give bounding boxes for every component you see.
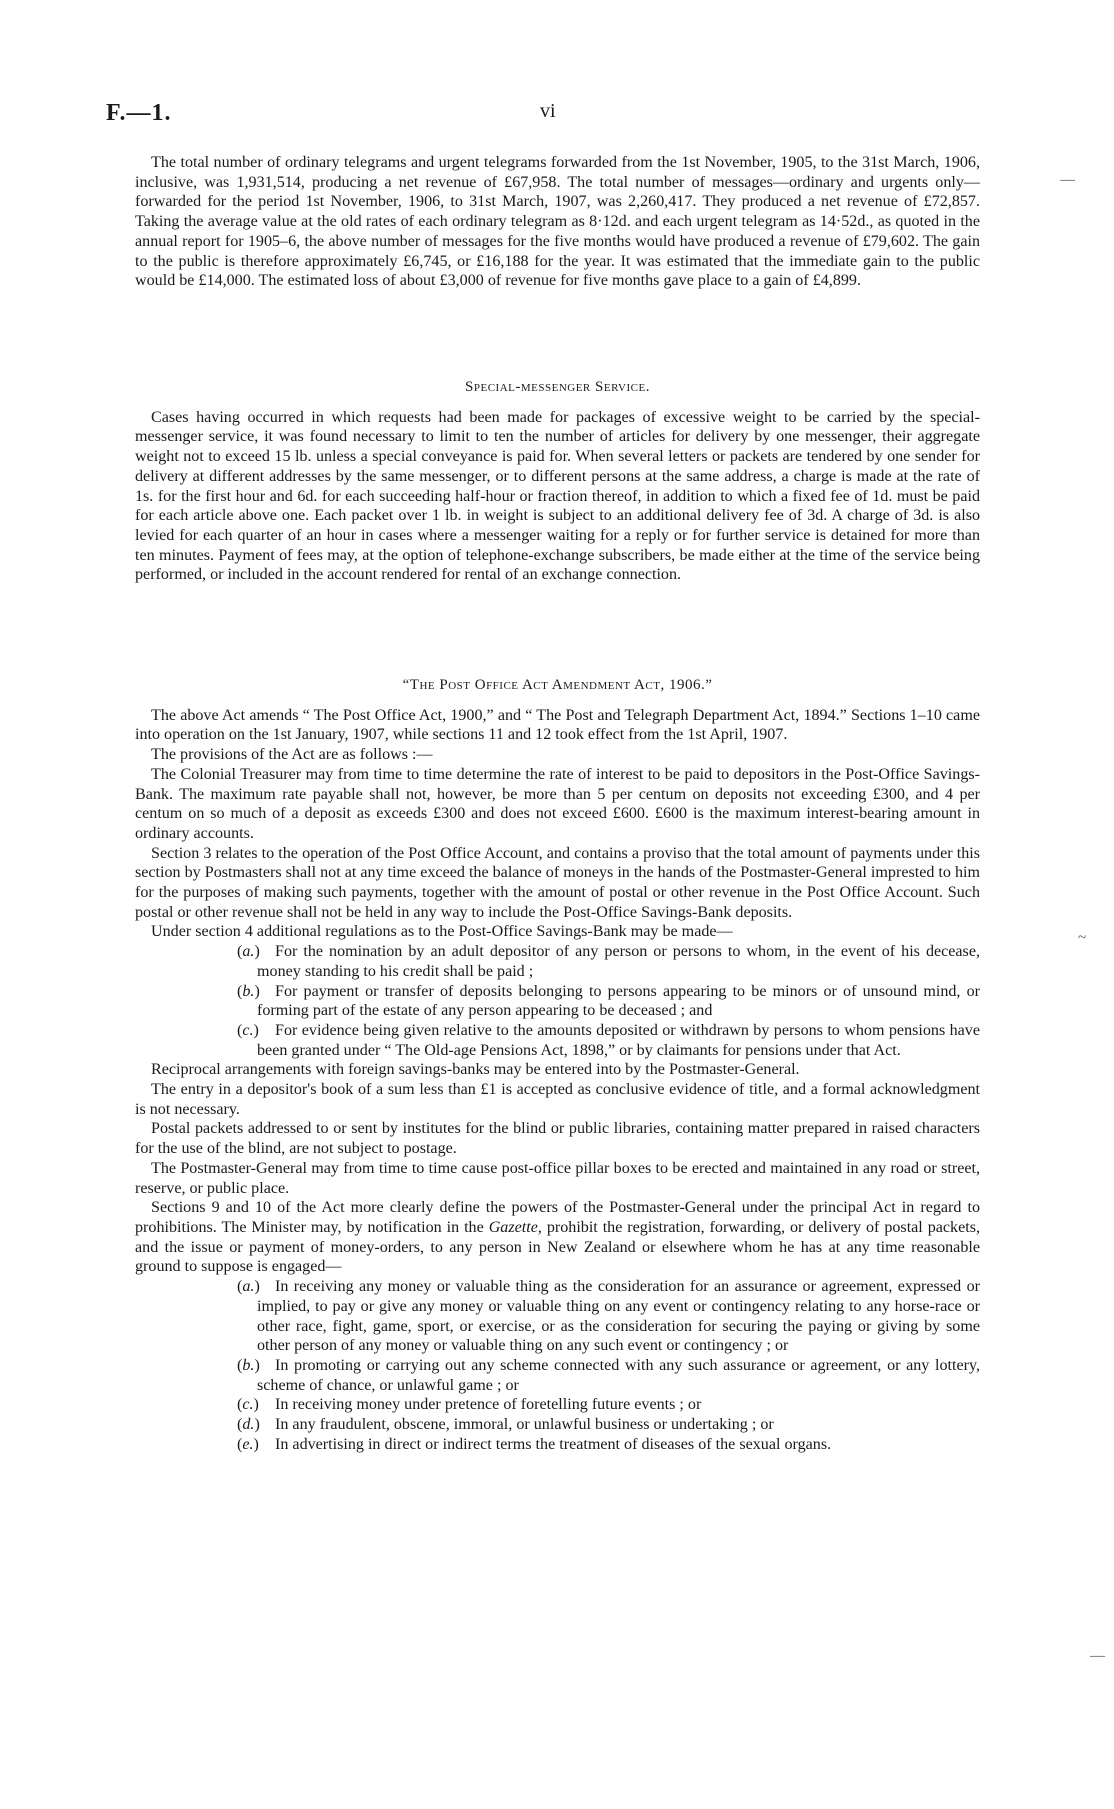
page-number: vi: [540, 100, 556, 122]
act-reciprocal-paragraph: Reciprocal arrangements with foreign savings-banks may be entered into by the Postmaster-General.: [151, 1061, 800, 1079]
list-item: (a.) For the nomination by an adult depositor of any person or persons to whom, in the event of his decease, money standing to his credit shall be paid ;: [237, 943, 980, 980]
list-item-label: c.: [242, 1021, 254, 1039]
list-item-text: For evidence being given relative to the amounts deposited or withdrawn by persons to whom pensions have been granted under “ The Old-age Pensions Act, 1898,” or by claimants for pensions under that Act.: [257, 1021, 980, 1059]
special-messenger-paragraph: Cases having occurred in which requests had been made for packages of excessive weight to be carried by the special-messenger service, it was found necessary to limit to ten the number of articles for delivery by one messenger, their aggregate weight not to exceed 15 lb. unless a special conveyance is paid for. When several letters or packets are tendered by one sender for delivery at different addresses by the same messenger, or to different persons at the same address, a charge is made at the rate of 1s. for the first hour and 6d. for each succeeding half-hour or fraction thereof, in addition to which a fixed fee of 1d. must be paid for each article above one. Each packet over 1 lb. in weight is subject to an additional delivery fee of 3d. A charge of 3d. is also levied for each quarter of an hour in cases where a messenger waiting for a reply or for further service is detained for more than ten minutes. Payment of fees may, at the option of telephone-exchange subscribers, be made either at the time of the service being performed, or included in the account rendered for rental of an exchange connection.: [135, 408, 980, 584]
prohibitions-list: [135, 1277, 980, 1454]
act-section4-intro: Under section 4 additional regulations as to the Post-Office Savings-Bank may be made—: [151, 923, 733, 941]
list-item-label: b.: [242, 982, 255, 1000]
act-interest-paragraph: The Colonial Treasurer may from time to time determine the rate of interest to be paid to depositors in the Post-Office Savings-Bank. The maximum rate payable shall not, however, be more than 5 per centum on deposits not exceeding £300, and 4 per centum on so much of a deposit as exceeds £300 and does not exceed £600. £600 is the maximum interest-bearing amount in ordinary accounts.: [135, 765, 980, 842]
act-provisions-intro: The provisions of the Act are as follows :—: [151, 746, 433, 764]
list-item-text: In promoting or carrying out any scheme connected with any such assurance or agreement, or any lottery, scheme of chance, or unlawful game ; or: [257, 1356, 980, 1394]
act-blind-paragraph: Postal packets addressed to or sent by institutes for the blind or public libraries, containing matter prepared in raised characters for the use of the blind, are not subject to postage.: [135, 1120, 980, 1158]
list-item: (e.) In advertising in direct or indirect terms the treatment of diseases of the sexual organs.: [237, 1435, 832, 1453]
act-sections9-10-paragraph: Sections 9 and 10 of the Act more clearly define the powers of the Postmaster-General under the principal Act in regard to prohibitions. The Minister may, by notification in the Gazette, prohibit the registration, forwarding, or delivery of postal packets, and the issue or payment of money-orders, to any person in New Zealand or elsewhere whom he has at any time reasonable ground to suppose is engaged—: [135, 1199, 980, 1276]
act-section3-paragraph: Section 3 relates to the operation of the Post Office Account, and contains a proviso that the total amount of payments under this section by Postmasters shall not at any time exceed the balance of moneys in the hands of the Postmaster-General imprested to him for the purposes of making such payments, together with the amount of postal or other revenue in the Post Office Account. Such postal or other revenue shall not be held in any way to include the Post-Office Savings-Bank deposits.: [135, 844, 980, 921]
act-heading: “The Post Office Act Amendment Act, 1906.”: [402, 677, 713, 693]
act-intro: The above Act amends “ The Post Office Act, 1900,” and “ The Post and Telegraph Department Act, 1894.” Sections 1–10 came into operation on the 1st January, 1907, while sections 11 and 12 took effect from the 1st April, 1907.: [135, 706, 980, 744]
list-item-label: b.: [242, 1356, 255, 1374]
telegrams-section: [135, 153, 980, 291]
special-messenger-heading: Special-messenger Service.: [465, 379, 650, 395]
act-pillar-paragraph: The Postmaster-General may from time to time cause post-office pillar boxes to be erected and maintained in any road or street, reserve, or public place.: [135, 1159, 980, 1197]
list-item-label: d.: [242, 1416, 255, 1434]
margin-mark: —: [1060, 172, 1075, 188]
list-item: (c.) In receiving money under pretence of foretelling future events ; or: [237, 1396, 702, 1414]
list-item-text: For the nomination by an adult depositor of any person or persons to whom, in the event of his decease, money standing to his credit shall be paid ;: [257, 943, 980, 980]
list-item: (a.) In receiving any money or valuable thing as the consideration for an assurance or agreement, expressed or implied, to pay or give any money or valuable thing on any event or contingency relating to any horse-race or other race, fight, game, sport, or exercise, or as the consideration for securing the paying or giving by some other person of any money or valuable thing on any such event or contingency ; or: [237, 1278, 980, 1355]
act-section: [135, 676, 980, 1454]
telegrams-paragraph: The total number of ordinary telegrams and urgent telegrams forwarded from the 1st November, 1905, to the 31st March, 1906, inclusive, was 1,931,514, producing a net revenue of £67,958. The total number of messages—ordinary and urgents only—forwarded for the period 1st November, 1906, to 31st March, 1907, was 2,260,417. They produced a net revenue of £72,857. Taking the average value at the old rates of each ordinary telegram as 8·12d. and each urgent telegram as 14·52d., as quoted in the annual report for 1905–6, the above number of messages for the five months would have produced a revenue of £79,602. The gain to the public is therefore approximately £6,745, or £16,188 for the year. It was estimated that the immediate gain to the public would be £14,000. The estimated loss of about £3,000 of revenue for five months gave place to a gain of £4,899.: [135, 154, 980, 290]
list-item-label: e.: [242, 1435, 254, 1453]
section4-list: [135, 942, 980, 1060]
gazette-title: Gazette: [488, 1218, 538, 1236]
list-item-text: In any fraudulent, obscene, immoral, or unlawful business or undertaking ; or: [275, 1416, 774, 1434]
list-item-text: In receiving any money or valuable thing as the consideration for an assurance or agreement, expressed or implied, to pay or give any money or valuable thing on any event or contingency relating to any horse-race or other race, fight, game, sport, or exercise, or as the consideration for securing the paying or giving by some other person of any money or valuable thing on any such event or contingency ; or: [257, 1278, 980, 1355]
margin-mark: —: [1090, 1648, 1105, 1664]
list-item-text: In advertising in direct or indirect terms the treatment of diseases of the sexual organs.: [275, 1435, 832, 1453]
special-messenger-section: [135, 378, 980, 585]
list-item: (b.) For payment or transfer of deposits belonging to persons appearing to be minors or of unsound mind, or forming part of the estate of any person appearing to be deceased ; and: [237, 982, 980, 1020]
list-item: (c.) For evidence being given relative to the amounts deposited or withdrawn by persons to whom pensions have been granted under “ The Old-age Pensions Act, 1898,” or by claimants for pensions under that Act.: [237, 1021, 980, 1059]
list-item: (d.) In any fraudulent, obscene, immoral, or unlawful business or undertaking ; or: [237, 1416, 774, 1434]
document-code: F.—1.: [106, 100, 172, 126]
act-entry-paragraph: The entry in a depositor's book of a sum less than £1 is accepted as conclusive evidence of title, and a formal acknowledgment is not necessary.: [135, 1081, 980, 1118]
list-item: (b.) In promoting or carrying out any scheme connected with any such assurance or agreement, or any lottery, scheme of chance, or unlawful game ; or: [237, 1356, 980, 1394]
list-item-label: a.: [242, 1278, 255, 1296]
list-item-text: For payment or transfer of deposits belonging to persons appearing to be minors or of unsound mind, or forming part of the estate of any person appearing to be deceased ; and: [257, 982, 980, 1020]
list-item-text: In receiving money under pretence of foretelling future events ; or: [275, 1396, 702, 1414]
list-item-label: c.: [242, 1396, 254, 1414]
list-item-label: a.: [242, 943, 255, 961]
margin-mark: ~: [1078, 930, 1087, 946]
